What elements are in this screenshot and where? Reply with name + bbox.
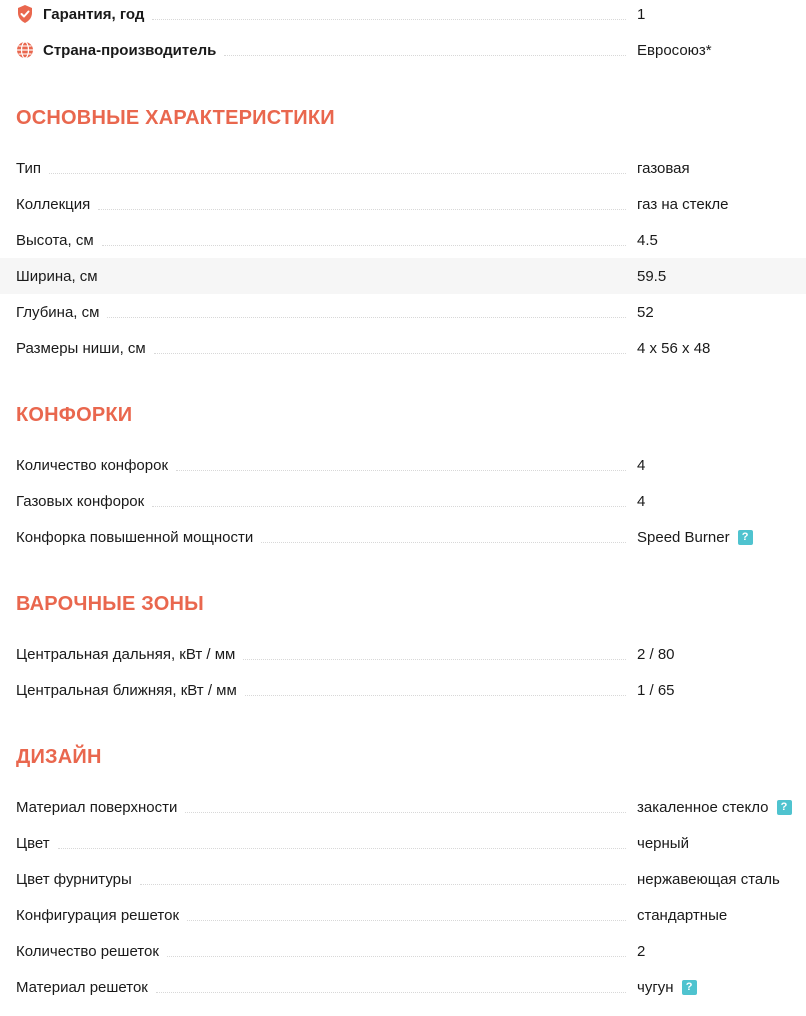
spec-value: 52 [637,303,654,321]
spec-label: Центральная ближняя, кВт / мм [16,681,237,699]
dotted-leader [98,209,626,210]
section-main-characteristics [0,103,806,133]
spec-value: 2 / 80 [637,645,675,663]
spec-label: Глубина, см [16,303,100,321]
dotted-leader [156,992,626,993]
spec-value: 4 [637,456,646,474]
spec-label: Конфорка повышенной мощности [16,528,254,546]
spec-value: черный [637,834,689,852]
spec-value: 4.5 [637,231,658,249]
spec-label: Материал поверхности [16,798,178,816]
top-info [0,0,806,68]
globe-icon [16,41,34,59]
country-row [0,32,806,68]
spec-label: Высота, см [16,231,94,249]
dotted-leader [152,506,626,507]
spec-value: стандартные [637,906,728,924]
spec-row [0,825,806,861]
section-title: ОСНОВНЫЕ ХАРАКТЕРИСТИКИ [16,106,335,129]
dotted-leader [261,542,626,543]
dotted-leader [243,659,626,660]
spec-label: Материал решеток [16,978,148,996]
spec-value: закаленное стекло [637,798,769,816]
spec-value: чугун [637,978,674,996]
spec-row [0,933,806,969]
spec-row [0,897,806,933]
spec-list [0,789,806,1005]
spec-label: Количество конфорок [16,456,169,474]
dotted-leader [185,812,626,813]
section-title: ДИЗАЙН [16,745,102,768]
spec-row [0,150,806,186]
dotted-leader [49,173,626,174]
dotted-leader [140,884,626,885]
section-burners [0,400,806,430]
spec-row [0,636,806,672]
spec-row [0,330,806,366]
help-icon[interactable]: ? [777,800,792,815]
spec-value: Speed Burner [637,528,730,546]
dotted-leader [152,19,626,20]
spec-row [0,294,806,330]
dotted-leader [176,470,626,471]
warranty-value: 1 [637,5,646,23]
dotted-leader [58,848,626,849]
section-title: ВАРОЧНЫЕ ЗОНЫ [16,592,204,615]
spec-row [0,861,806,897]
spec-label: Количество решеток [16,942,159,960]
spec-value: 2 [637,942,646,960]
spec-value: 59.5 [637,267,667,285]
help-icon[interactable]: ? [738,530,753,545]
spec-row [0,447,806,483]
warranty-label: Гарантия, год [43,5,145,23]
dotted-leader [245,695,626,696]
spec-row [0,672,806,708]
dotted-leader [224,55,626,56]
section-cooking-zones [0,589,806,619]
spec-list [0,150,806,366]
spec-label: Ширина, см [16,267,98,285]
section-title: КОНФОРКИ [16,403,133,426]
spec-label: Цвет фурнитуры [16,870,132,888]
spec-value: 1 / 65 [637,681,675,699]
spec-value: 4 [637,492,646,510]
spec-row [0,519,806,555]
country-label: Страна-производитель [43,41,217,59]
spec-value: 4 x 56 x 48 [637,339,711,357]
spec-value: газовая [637,159,690,177]
dotted-leader [167,956,626,957]
help-icon[interactable]: ? [682,980,697,995]
spec-row [0,969,806,1005]
spec-list [0,447,806,555]
spec-label: Размеры ниши, см [16,339,146,357]
dotted-leader [102,245,626,246]
spec-row-hovered [0,258,806,294]
dotted-leader [107,317,626,318]
warranty-row [0,0,806,32]
country-value: Евросоюз* [637,41,712,59]
dotted-leader [187,920,626,921]
spec-row [0,186,806,222]
spec-label: Конфигурация решеток [16,906,180,924]
spec-label: Коллекция [16,195,91,213]
spec-label: Цвет [16,834,50,852]
spec-value: нержавеющая сталь [637,870,780,888]
dotted-leader [154,353,626,354]
dotted-leader [106,281,626,282]
spec-label: Центральная дальняя, кВт / мм [16,645,236,663]
spec-row [0,789,806,825]
spec-row [0,483,806,519]
spec-list [0,636,806,708]
section-design [0,742,806,772]
spec-row [0,222,806,258]
spec-value: газ на стекле [637,195,729,213]
spec-label: Газовых конфорок [16,492,145,510]
spec-label: Тип [16,159,42,177]
shield-check-icon [16,5,34,23]
